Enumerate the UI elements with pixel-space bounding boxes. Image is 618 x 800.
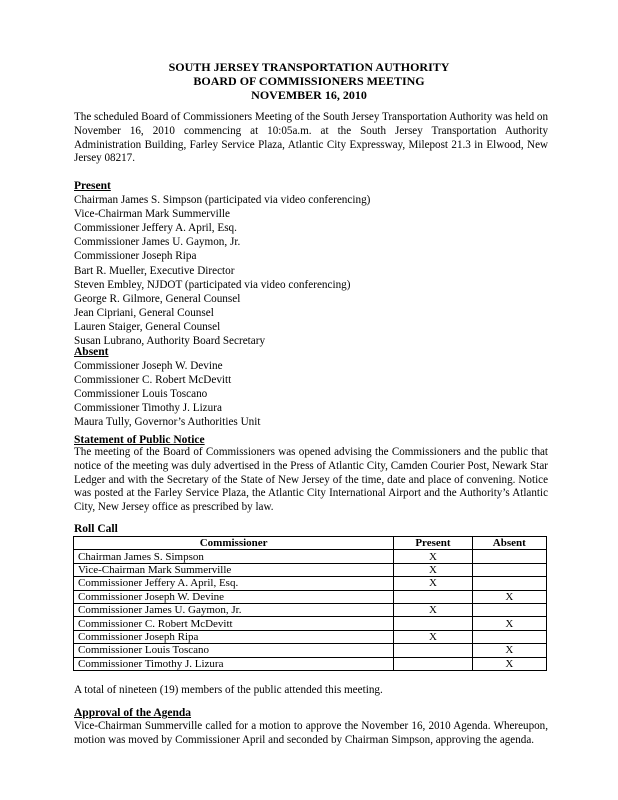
present-list-item: George R. Gilmore, General Counsel — [74, 292, 241, 305]
commissioner-cell: Vice-Chairman Mark Summerville — [74, 563, 394, 576]
present-list-item: Bart R. Mueller, Executive Director — [74, 264, 235, 277]
doc-title-date: NOVEMBER 16, 2010 — [251, 88, 367, 102]
present-cell: X — [394, 630, 472, 643]
absent-cell — [472, 577, 546, 590]
present-list-item: Chairman James S. Simpson (participated via video conferencing) — [74, 194, 371, 206]
table-row — [74, 617, 547, 630]
absent-list-item: Commissioner Louis Toscano — [74, 388, 208, 401]
agenda-paragraph: Vice-Chairman Summerville called for a motion to approve the November 16, 2010 Agenda. Whereupon, motion was moved by Commissioner April and seconded by Chairman Simpson, approving the agenda. — [74, 720, 548, 746]
table-row — [74, 630, 547, 643]
table-row — [74, 577, 547, 590]
commissioner-cell: Commissioner Timothy J. Lizura — [74, 657, 394, 670]
absent-list-item: Commissioner Timothy J. Lizura — [74, 402, 222, 415]
present-cell: X — [394, 563, 472, 576]
table-row — [74, 603, 547, 616]
present-list-item: Commissioner Joseph Ripa — [74, 250, 197, 263]
roll-call-heading: Roll Call — [74, 523, 118, 535]
table-row — [74, 657, 547, 670]
present-cell — [394, 657, 472, 670]
present-cell: X — [394, 550, 472, 563]
commissioner-cell: Commissioner James U. Gaymon, Jr. — [74, 603, 394, 616]
present-cell: X — [394, 603, 472, 616]
commissioner-cell: Commissioner Louis Toscano — [74, 644, 394, 657]
absent-heading: Absent — [74, 346, 109, 358]
present-list-item: Jean Cipriani, General Counsel — [74, 306, 214, 319]
present-cell — [394, 644, 472, 657]
present-list-item: Lauren Staiger, General Counsel — [74, 320, 221, 333]
attendance-note: A total of nineteen (19) members of the public attended this meeting. — [74, 684, 383, 696]
commissioner-cell: Commissioner C. Robert McDevitt — [74, 617, 394, 630]
present-cell — [394, 590, 472, 603]
absent-cell — [472, 603, 546, 616]
absent-list-item: Commissioner Joseph W. Devine — [74, 360, 223, 372]
present-list-item: Susan Lubrano, Authority Board Secretary — [74, 335, 266, 347]
present-cell — [394, 617, 472, 630]
present-heading: Present — [74, 180, 111, 192]
absent-cell: X — [472, 590, 546, 603]
column-header-commissioner: Commissioner — [74, 537, 394, 550]
table-row — [74, 644, 547, 657]
table-row — [74, 590, 547, 603]
doc-title-org: SOUTH JERSEY TRANSPORTATION AUTHORITY — [168, 60, 450, 74]
public-notice-paragraph: The meeting of the Board of Commissioners was opened advising the Commissioners and the public that notice of the meeting was duly advertised in the Press of Atlantic City, Camden Courier Post, Newark Star Ledger and with the Secretary of the State of New Jersey of the time, date and place of convening. Notice was posted at the Farley Service Plaza, the Atlantic City International Airport and the Authority’s Atlantic City, New Jersey office as prescribed by law. — [74, 446, 548, 514]
column-header-absent: Absent — [472, 537, 546, 550]
absent-cell — [472, 550, 546, 563]
column-header-present: Present — [394, 537, 472, 550]
present-cell: X — [394, 577, 472, 590]
absent-cell — [472, 563, 546, 576]
commissioner-cell: Commissioner Joseph Ripa — [74, 630, 394, 643]
commissioner-cell: Commissioner Joseph W. Devine — [74, 590, 394, 603]
roll-call-table — [73, 536, 547, 671]
absent-cell — [472, 630, 546, 643]
agenda-heading: Approval of the Agenda — [74, 707, 192, 719]
absent-cell: X — [472, 644, 546, 657]
absent-cell: X — [472, 617, 546, 630]
commissioner-cell: Commissioner Jeffery A. April, Esq. — [74, 577, 394, 590]
present-list-item: Commissioner Jeffery A. April, Esq. — [74, 222, 237, 235]
doc-title-meeting: BOARD OF COMMISSIONERS MEETING — [193, 74, 425, 88]
present-list-item: Vice-Chairman Mark Summerville — [74, 208, 230, 221]
roll-call-header-row — [74, 537, 547, 550]
present-list-item: Steven Embley, NJDOT (participated via video conferencing) — [74, 278, 351, 291]
commissioner-cell: Chairman James S. Simpson — [74, 550, 394, 563]
absent-list-item: Commissioner C. Robert McDevitt — [74, 374, 232, 387]
absent-cell: X — [472, 657, 546, 670]
present-list-item: Commissioner James U. Gaymon, Jr. — [74, 236, 241, 249]
intro-paragraph: The scheduled Board of Commissioners Meeting of the South Jersey Transportation Authority was held on November 16, 2010 commencing at 10:05a.m. at the South Jersey Transportation Authority Administration Building, Farley Service Plaza, Atlantic City Expressway, Milepost 21.3 in Elwood, New Jersey 08217. — [74, 111, 548, 165]
table-row — [74, 563, 547, 576]
public-notice-heading: Statement of Public Notice — [74, 434, 205, 446]
absent-list-item: Maura Tully, Governor’s Authorities Unit — [74, 416, 261, 429]
table-row — [74, 550, 547, 563]
